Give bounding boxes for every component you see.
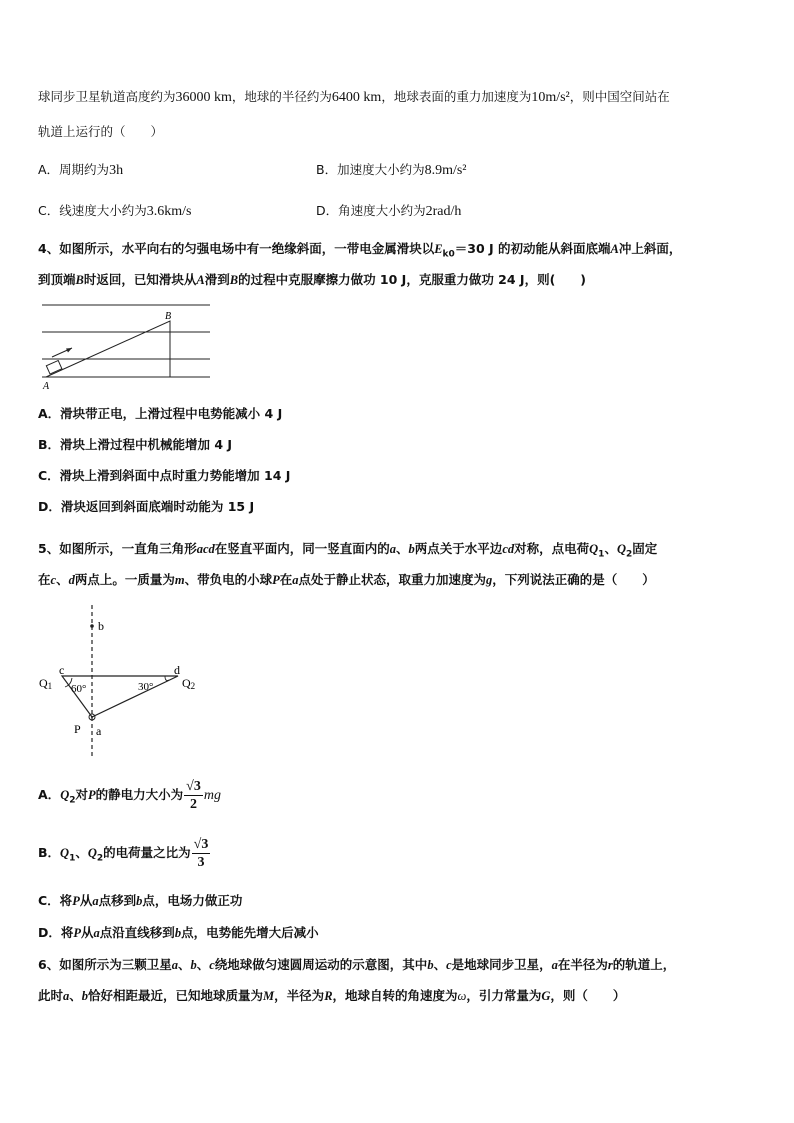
symbol: b — [81, 989, 89, 1003]
q4-option-b: B．滑块上滑过程中机械能增加 4 J — [38, 437, 233, 452]
q4-stem-line2 — [38, 272, 586, 288]
text: 6、如图所示为三颗卫星 — [38, 957, 172, 972]
label-b: b — [98, 619, 104, 633]
text: 两点关于水平边 — [414, 541, 503, 556]
symbol: cd — [502, 542, 515, 556]
symbol: R — [324, 989, 333, 1003]
q3-option-c — [38, 203, 191, 220]
q5-option-a — [38, 778, 221, 813]
text: 时返回，已知滑块从 — [83, 272, 197, 287]
symbol-omega: ω — [457, 989, 467, 1003]
angle-arc-30 — [165, 676, 169, 681]
text: 是地球同步卫星， — [451, 957, 552, 972]
text: B． — [38, 845, 61, 860]
symbol: b — [136, 894, 143, 908]
label-a: a — [96, 724, 102, 738]
symbol: c — [209, 958, 215, 972]
text: 在竖直平面内，同一竖直面内的 — [214, 541, 390, 556]
label-q1: Q1 — [39, 676, 53, 691]
q5-option-c — [38, 893, 242, 909]
symbol: b — [190, 958, 197, 972]
denominator: 2 — [190, 797, 197, 812]
text: 、 — [396, 541, 409, 556]
label-b: B — [165, 311, 172, 322]
label-q2: Q2 — [182, 676, 196, 691]
symbol: B — [75, 273, 84, 287]
label-a: A — [43, 381, 50, 392]
ball-p-center — [91, 716, 93, 718]
symbol: r — [607, 958, 613, 972]
text: 此时 — [38, 988, 64, 1003]
text: ，则中国空间站在 — [569, 89, 670, 104]
q5-stem-line1 — [38, 541, 657, 563]
symbol: P — [272, 573, 280, 587]
text: D．角速度大小约为 — [316, 203, 426, 218]
symbol: G — [541, 989, 551, 1003]
q4-incline-figure — [38, 295, 214, 392]
text: 冲上斜面， — [618, 241, 682, 256]
q3-option-b — [316, 162, 467, 179]
label-60-degrees: 60° — [71, 683, 87, 695]
incline-triangle — [46, 321, 170, 377]
symbol: a — [551, 958, 558, 972]
text: ，地球自转的角速度为 — [332, 988, 458, 1003]
text: 的电荷量之比为 — [103, 845, 191, 860]
text: 、 — [196, 957, 210, 972]
q4-option-c: C．滑块上滑到斜面中点时重力势能增加 14 J — [38, 468, 291, 483]
text: ，地球表面的重力加速度为 — [381, 89, 532, 104]
text: 的过程中克服摩擦力做功 10 J，克服重力做功 24 J，则( ) — [238, 272, 587, 287]
symbol: Q — [616, 542, 626, 556]
subscript: 1 — [598, 549, 605, 560]
symbol: b — [174, 926, 182, 940]
q6-stem-line1 — [38, 957, 675, 973]
text: 、带负电的小球 — [184, 572, 273, 587]
text: 的轨道上， — [612, 957, 676, 972]
symbol: a — [92, 894, 99, 908]
symbol: P — [73, 926, 82, 940]
value: 3h — [109, 163, 124, 178]
denominator: 3 — [197, 855, 205, 870]
q3-option-d — [316, 203, 461, 220]
text: 在 — [279, 572, 293, 587]
q3-stem-line2: 轨道上运行的（ ） — [38, 124, 164, 139]
text: 球同步卫星轨道高度约为 — [38, 89, 176, 104]
text: 从 — [79, 893, 93, 908]
q3-option-a — [38, 162, 123, 179]
text: 对称，点电荷 — [514, 541, 590, 556]
symbol: a — [93, 926, 100, 940]
symbol: Q — [589, 542, 599, 556]
q4-option-a: A．滑块带正电，上滑过程中电势能减小 4 J — [38, 406, 283, 421]
value: 3.6km/s — [146, 204, 192, 219]
text: 、 — [177, 957, 191, 972]
symbol: B — [229, 273, 239, 287]
symbol-ek: E — [434, 242, 443, 256]
symbol: b — [408, 542, 415, 556]
text: 的静电力大小为 — [95, 787, 184, 802]
label-p: P — [74, 722, 81, 736]
symbol: A — [610, 242, 619, 256]
subscript: 1 — [69, 853, 76, 864]
symbol: b — [427, 958, 434, 972]
q5-triangle-figure — [38, 603, 210, 758]
text: C．线速度大小约为 — [38, 203, 147, 218]
text: ，地球的半径约为 — [231, 89, 332, 104]
subscript: 2 — [69, 795, 76, 806]
value-gravity: 10m/s² — [531, 90, 570, 105]
text: 、 — [433, 957, 447, 972]
text: 点，电势能先增大后减小 — [181, 925, 319, 940]
symbol: m — [174, 573, 185, 587]
value-orbit-height: 36000 km — [175, 90, 232, 105]
symbol: d — [68, 573, 75, 587]
symbol: a — [292, 573, 299, 587]
label-c: c — [59, 663, 65, 677]
text: 点，电场力做正功 — [142, 893, 243, 908]
text: 恰好相距最近，已知地球质量为 — [88, 988, 264, 1003]
symbol: P — [72, 894, 80, 908]
text: ＝30 J 的初动能从斜面底端 — [454, 241, 611, 256]
value-earth-radius: 6400 km — [331, 90, 382, 105]
velocity-arrowhead — [66, 348, 72, 353]
text: ，半径为 — [274, 988, 325, 1003]
text: 从 — [81, 925, 94, 940]
text: ，下列说法正确的是（ ） — [492, 572, 655, 587]
symbol: M — [263, 989, 275, 1003]
subscript: 2 — [96, 853, 104, 864]
text: D．将 — [38, 925, 74, 940]
fraction-sqrt3-over-3 — [192, 836, 211, 871]
label-d: d — [174, 663, 180, 677]
text: A．周期约为 — [38, 162, 110, 177]
text: 点沿直线移到 — [99, 925, 175, 940]
q5-stem-line2 — [38, 572, 655, 588]
fraction-sqrt3-over-2 — [184, 778, 203, 813]
numerator: √3 — [186, 779, 201, 794]
symbol: Q — [60, 788, 70, 802]
subscript: 2 — [625, 549, 633, 560]
q6-stem-line2 — [38, 988, 625, 1004]
text: 滑到 — [204, 272, 230, 287]
symbol: a — [63, 989, 70, 1003]
text: 两点上。一质量为 — [74, 572, 175, 587]
subscript: k0 — [442, 249, 455, 260]
text: 在半径为 — [557, 957, 608, 972]
text: 5、如图所示，一直角三角形 — [38, 541, 197, 556]
symbol-mg: mg — [203, 788, 221, 803]
symbol: a — [171, 958, 178, 972]
text: 到顶端 — [38, 272, 76, 287]
text: 4、如图所示，水平向右的匀强电场中有一绝缘斜面，一带电金属滑块以 — [38, 241, 435, 256]
symbol: c — [50, 573, 57, 587]
q3-stem-line1 — [38, 89, 670, 106]
text: 、 — [75, 845, 88, 860]
symbol: c — [446, 958, 452, 972]
numerator: √3 — [193, 837, 209, 852]
text: 绕地球做匀速圆周运动的示意图，其中 — [214, 957, 428, 972]
text: A． — [38, 787, 61, 802]
q5-option-b — [38, 836, 211, 871]
point-b — [90, 624, 94, 628]
text: 、 — [69, 988, 82, 1003]
text: B．加速度大小约为 — [316, 162, 425, 177]
text: 、 — [604, 541, 617, 556]
label-30-degrees: 30° — [138, 681, 154, 693]
symbol: acd — [196, 542, 215, 556]
symbol: a — [389, 542, 397, 556]
value: 8.9m/s² — [424, 163, 467, 178]
q4-option-d: D．滑块返回到斜面底端时动能为 15 J — [38, 499, 255, 514]
text: ，引力常量为 — [466, 988, 542, 1003]
text: ，则（ ） — [550, 988, 626, 1003]
text: 在 — [38, 572, 51, 587]
symbol: Q — [60, 846, 70, 860]
text: 点移到 — [98, 893, 137, 908]
text: 对 — [75, 787, 88, 802]
text: 点处于静止状态，取重力加速度为 — [298, 572, 487, 587]
symbol: g — [486, 573, 493, 587]
value: 2rad/h — [425, 204, 462, 219]
q5-option-d — [38, 925, 319, 941]
symbol: Q — [87, 846, 97, 860]
symbol: P — [88, 788, 96, 802]
text: 、 — [56, 572, 69, 587]
text: 固定 — [632, 541, 658, 556]
slider-block — [46, 360, 62, 374]
q4-stem-line1 — [38, 241, 681, 263]
text: C．将 — [38, 893, 73, 908]
symbol: A — [196, 273, 205, 287]
